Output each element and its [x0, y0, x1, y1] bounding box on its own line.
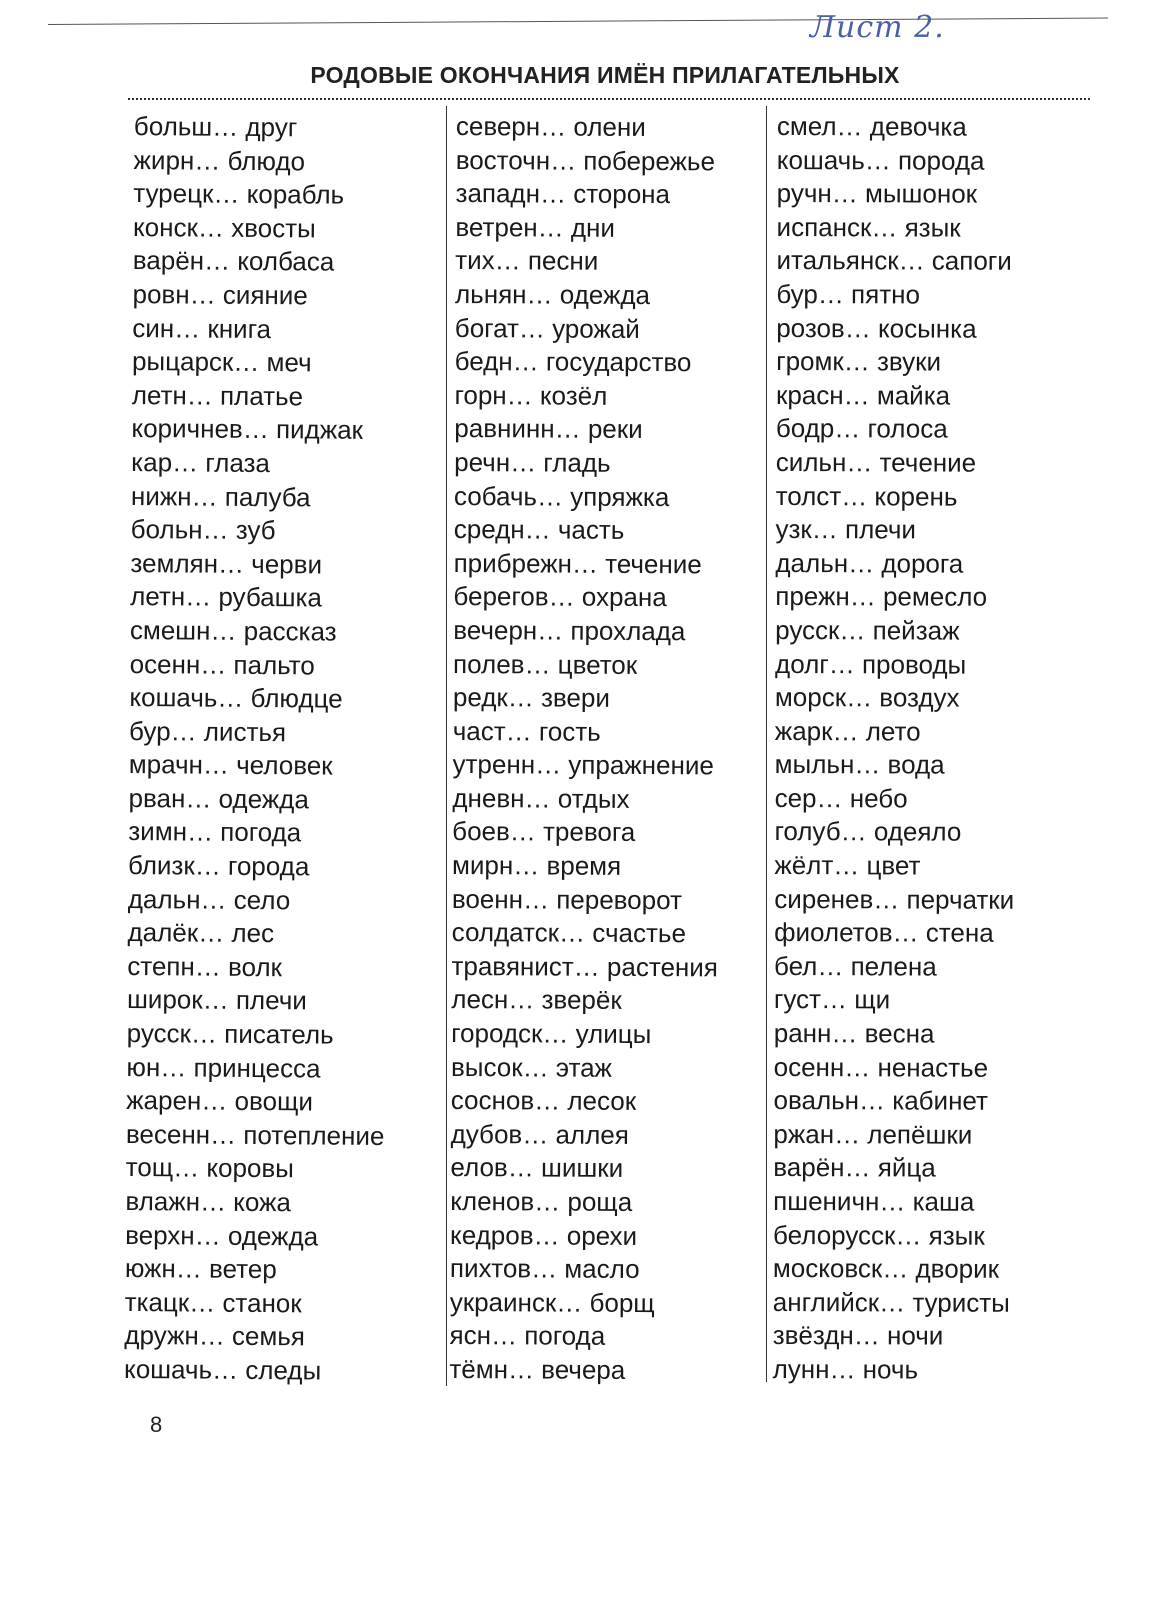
word-phrase: дальн… село	[127, 883, 291, 915]
word-phrase: военн… переворот	[451, 883, 683, 915]
word-phrase: ветрен… дни	[455, 211, 616, 243]
word-phrase: овальн… кабинет	[773, 1085, 989, 1116]
word-phrase: узк… плечи	[775, 514, 917, 545]
word-phrase: белорусск… язык	[773, 1219, 985, 1251]
word-phrase: нижн… палуба	[130, 480, 311, 512]
column-divider-1	[446, 106, 447, 1386]
word-phrase: жирн… блюдо	[133, 144, 306, 176]
word-phrase: ровн… сияние	[132, 278, 308, 311]
word-phrase: смел… девочка	[776, 110, 967, 142]
word-phrase: восточн… побережье	[455, 144, 716, 176]
column-divider-2	[766, 106, 767, 1382]
word-phrase: утренн… упражнение	[452, 749, 714, 781]
word-phrase: густ… щи	[773, 984, 891, 1015]
word-phrase: рыцарск… меч	[131, 346, 312, 378]
word-phrase: городск… улицы	[451, 1018, 652, 1050]
word-phrase: лунн… ночь	[772, 1353, 919, 1385]
word-phrase: русск… пейзаж	[775, 614, 960, 646]
word-phrase: ручн… мышонок	[776, 178, 978, 209]
word-phrase: рван… одежда	[128, 782, 309, 815]
word-phrase: английск… туристы	[772, 1286, 1010, 1318]
word-phrase: розов… косынка	[776, 312, 977, 344]
word-phrase: част… гость	[452, 715, 601, 747]
word-phrase: жёлт… цвет	[774, 850, 921, 881]
top-rule	[48, 18, 1108, 25]
word-phrase: речн… гладь	[454, 446, 611, 478]
word-phrase: землян… черви	[130, 547, 323, 580]
word-phrase: соснов… лесок	[450, 1085, 637, 1117]
word-phrase: летн… рубашка	[130, 581, 323, 613]
word-phrase: близк… города	[127, 850, 310, 882]
word-phrase: итальянск… сапоги	[776, 245, 1012, 277]
word-phrase: сиренев… перчатки	[774, 883, 1015, 915]
word-phrase: осенн… ненастье	[773, 1051, 989, 1083]
word-phrase: берегов… охрана	[453, 581, 667, 613]
word-phrase: кошачь… блюдце	[129, 682, 343, 714]
word-phrase: морск… воздух	[774, 682, 960, 713]
word-phrase: тощ… коровы	[125, 1152, 295, 1184]
word-phrase: летн… платье	[131, 379, 304, 412]
word-phrase: мрачн… человек	[128, 749, 333, 781]
word-phrase: льнян… одежда	[454, 278, 651, 310]
word-phrase: влажн… кожа	[125, 1185, 292, 1218]
word-phrase: северн… олени	[455, 110, 646, 142]
word-phrase: верхн… одежда	[125, 1219, 319, 1252]
word-phrase: ткацк… станок	[124, 1286, 302, 1319]
page-title: РОДОВЫЕ ОКОНЧАНИЯ ИМЁН ПРИЛАГАТЕЛЬНЫХ	[310, 62, 900, 88]
word-phrase: кедров… орехи	[450, 1219, 638, 1251]
word-phrase: украинск… борщ	[449, 1286, 655, 1318]
word-phrase: пихтов… масло	[449, 1253, 640, 1285]
word-phrase: турецк… корабль	[133, 178, 345, 210]
word-phrase: зимн… погода	[128, 816, 302, 848]
word-phrase: полев… цветок	[453, 648, 638, 680]
word-phrase: широк… плечи	[126, 984, 307, 1016]
word-phrase: жарен… овощи	[126, 1085, 314, 1117]
word-phrase: южн… ветер	[124, 1253, 277, 1285]
word-column-2	[449, 110, 722, 1388]
word-phrase: син… книга	[132, 312, 272, 344]
word-phrase: варён… колбаса	[132, 245, 335, 277]
word-phrase: тёмн… вечера	[449, 1353, 626, 1385]
word-phrase: елов… шишки	[450, 1152, 624, 1184]
word-phrase: конск… хвосты	[132, 211, 316, 244]
word-phrase: русск… писатель	[126, 1018, 334, 1050]
word-phrase: мыльн… вода	[774, 749, 945, 780]
word-phrase: ясн… погода	[449, 1320, 606, 1352]
word-phrase: жарк… лето	[774, 715, 921, 747]
word-phrase: дальн… дорога	[775, 547, 964, 579]
word-phrase: мирн… время	[451, 850, 622, 881]
word-phrase: фиолетов… стена	[774, 917, 994, 949]
word-phrase: пшеничн… каша	[773, 1185, 975, 1217]
word-phrase: сер… небо	[774, 782, 908, 814]
word-phrase: прибрежн… течение	[453, 547, 702, 580]
word-phrase: бел… пелена	[773, 950, 937, 982]
word-phrase: осенн… пальто	[129, 648, 315, 680]
word-phrase: травянист… растения	[451, 950, 718, 983]
word-phrase: кар… глаза	[131, 446, 271, 479]
word-phrase: звёздн… ночи	[772, 1320, 944, 1351]
word-phrase: толст… корень	[775, 480, 958, 512]
word-phrase: варён… яйца	[773, 1152, 936, 1183]
word-phrase: громк… звуки	[776, 346, 942, 377]
word-phrase: прежн… ремесло	[775, 581, 988, 613]
word-phrase: бур… листья	[129, 715, 287, 747]
word-phrase: высок… этаж	[450, 1051, 613, 1083]
word-phrase: кленов… роща	[450, 1185, 633, 1217]
word-phrase: солдатск… счастье	[451, 917, 687, 949]
word-phrase: ржан… лепёшки	[773, 1118, 973, 1150]
word-phrase: весенн… потепление	[125, 1118, 385, 1151]
handwritten-sheet-note: Лист 2.	[810, 10, 945, 45]
title-dotted-divider	[128, 98, 1090, 100]
word-phrase: тих… песни	[455, 245, 599, 277]
word-phrase: лесн… зверёк	[451, 984, 622, 1016]
word-phrase: смешн… рассказ	[129, 614, 337, 647]
word-phrase: дружн… семья	[124, 1320, 306, 1352]
word-phrase: средн… часть	[453, 514, 625, 546]
word-phrase: московск… дворик	[772, 1253, 1000, 1284]
word-phrase: дубов… аллея	[450, 1118, 629, 1150]
word-phrase: горн… козёл	[454, 379, 608, 411]
word-phrase: вечерн… прохлада	[453, 614, 686, 647]
word-phrase: бур… пятно	[776, 278, 921, 310]
word-phrase: богат… урожай	[454, 312, 640, 344]
word-phrase: голуб… одеяло	[774, 816, 962, 848]
word-phrase: далёк… лес	[127, 917, 275, 949]
word-phrase: кошачь… порода	[776, 144, 985, 176]
word-phrase: больш… друг	[133, 110, 298, 143]
word-column-3	[773, 110, 1017, 1387]
word-phrase: бодр… голоса	[775, 413, 948, 444]
word-phrase: больн… зуб	[130, 514, 276, 546]
page-number: 8	[150, 1412, 163, 1437]
word-phrase: кошачь… следы	[123, 1353, 322, 1386]
word-phrase: степн… волк	[127, 950, 283, 983]
word-phrase: красн… майка	[775, 379, 951, 411]
word-phrase: долг… проводы	[775, 648, 967, 680]
word-phrase: боев… тревога	[452, 816, 636, 848]
word-phrase: бедн… государство	[454, 346, 692, 378]
word-phrase: сильн… течение	[775, 446, 977, 478]
word-phrase: юн… принцесса	[126, 1051, 321, 1084]
word-phrase: собачь… упряжка	[453, 480, 670, 512]
word-phrase: испанск… язык	[776, 211, 961, 243]
word-phrase: редк… звери	[452, 682, 611, 713]
word-phrase: коричнев… пиджак	[131, 413, 364, 446]
word-phrase: дневн… отдых	[452, 782, 630, 814]
word-phrase: равнинн… реки	[454, 413, 643, 445]
word-phrase: западн… сторона	[455, 178, 671, 210]
word-column-1	[124, 110, 393, 1389]
word-phrase: ранн… весна	[773, 1018, 935, 1049]
